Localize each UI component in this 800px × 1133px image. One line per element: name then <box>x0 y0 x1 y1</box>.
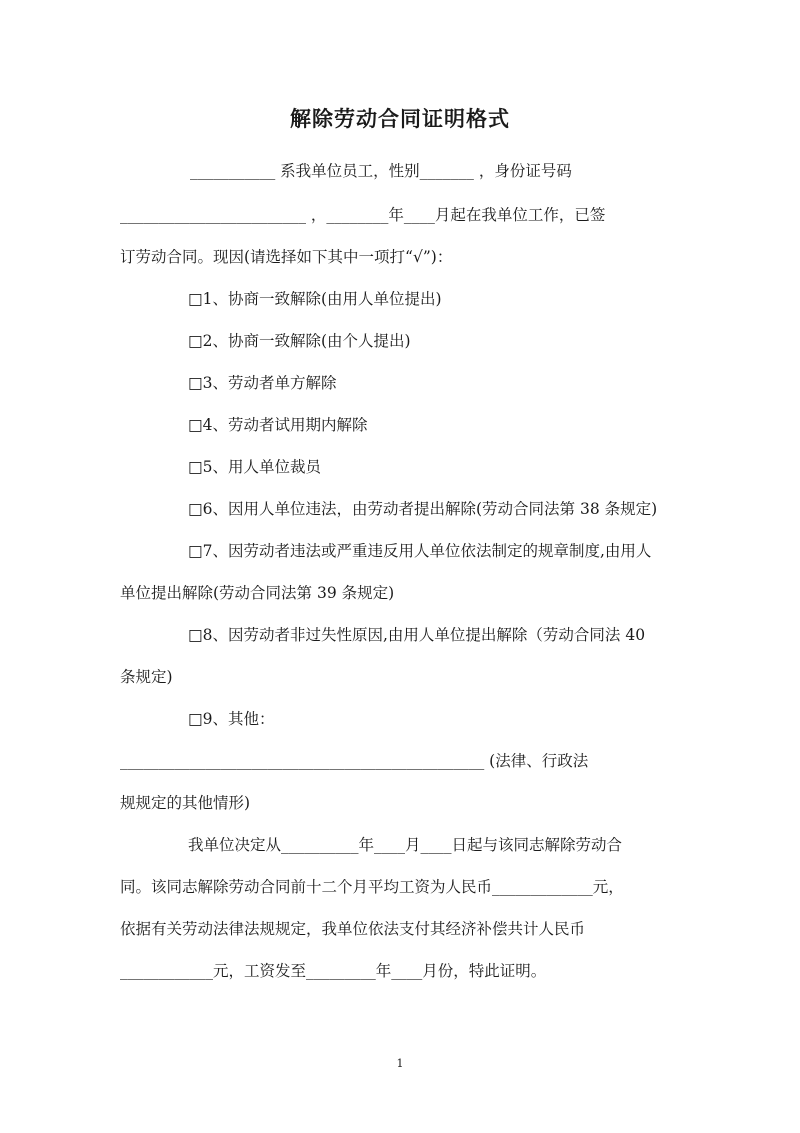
closing-line-3: 依据有关劳动法律法规规定，我单位依法支付其经济补偿共计人民币 <box>120 920 586 938</box>
page-number: 1 <box>396 1057 404 1070</box>
intro-line-2: ________________________ ，________年____月起在我单位工作，已签 <box>120 206 606 224</box>
option-9-line-3: 规规定的其他情形) <box>120 794 251 812</box>
option-8-line-1: □8、因劳动者非过失性原因,由用人单位提出解除（劳动合同法 40 <box>188 626 646 644</box>
option-6: □6、因用人单位违法，由劳动者提出解除(劳动合同法第 38 条规定) <box>188 500 658 518</box>
option-8-line-2: 条规定) <box>120 668 173 686</box>
closing-line-4: ____________元，工资发至_________年____月份，特此证明。 <box>120 962 547 980</box>
option-7-line-2: 单位提出解除(劳动合同法第 39 条规定) <box>120 584 395 602</box>
option-1: □1、协商一致解除(由用人单位提出) <box>188 290 442 308</box>
intro-line-1: ___________ 系我单位员工，性别_______ ，身份证号码 <box>190 162 572 180</box>
option-9-line-2: _______________________________________________ (法律、行政法 <box>120 752 589 770</box>
closing-line-1: 我单位决定从__________年____月____日起与该同志解除劳动合 <box>188 836 623 854</box>
option-3: □3、劳动者单方解除 <box>188 374 337 392</box>
option-5: □5、用人单位裁员 <box>188 458 322 476</box>
option-7-line-1: □7、因劳动者违法或严重违反用人单位依法制定的规章制度,由用人 <box>188 542 652 560</box>
closing-line-2: 同。该同志解除劳动合同前十二个月平均工资为人民币_____________元， <box>120 878 624 896</box>
document-title: 解除劳动合同证明格式 <box>290 106 510 131</box>
option-9-line-1: □9、其他： <box>188 710 275 728</box>
option-2: □2、协商一致解除(由个人提出) <box>188 332 411 350</box>
option-4: □4、劳动者试用期内解除 <box>188 416 368 434</box>
intro-line-3: 订劳动合同。现因(请选择如下其中一项打“√”)： <box>120 248 453 266</box>
